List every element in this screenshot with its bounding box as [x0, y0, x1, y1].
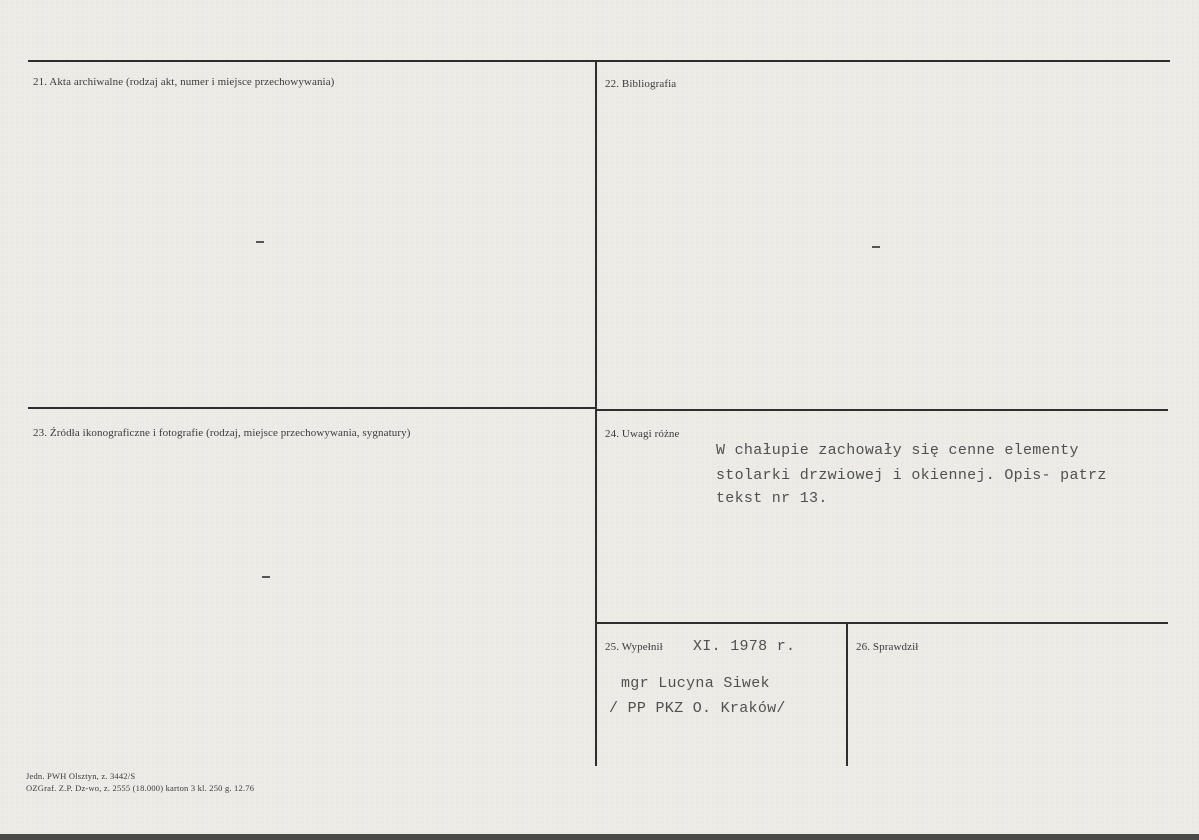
- signature-divider: [846, 623, 848, 766]
- filled-date: XI. 1978 r.: [693, 638, 796, 655]
- blank-dash: [262, 576, 270, 578]
- blank-dash: [872, 246, 880, 248]
- filled-by-institution: / PP PKZ O. Kraków/: [609, 700, 786, 717]
- top-rule: [28, 60, 1170, 62]
- section-26-label: 26. Sprawdził: [856, 641, 919, 653]
- filled-by-name: mgr Lucyna Siwek: [621, 675, 770, 692]
- center-divider: [595, 61, 597, 766]
- section-22-label: 22. Bibliografia: [605, 78, 677, 90]
- remarks-line: W chałupie zachowały się cenne elementy: [716, 442, 1079, 459]
- right-middle-rule: [596, 409, 1168, 411]
- section-21-label: 21. Akta archiwalne (rodzaj akt, numer i miejsce przechowywania): [33, 76, 335, 88]
- scan-edge: [0, 834, 1199, 840]
- print-info-line-1: Jedn. PWH Olsztyn, z. 3442/S: [26, 771, 136, 781]
- blank-dash: [256, 241, 264, 243]
- signature-rule: [596, 622, 1168, 624]
- section-23-label: 23. Źródła ikonograficzne i fotografie (rodzaj, miejsce przechowywania, sygnatury): [33, 427, 411, 439]
- remarks-line: stolarki drzwiowej i okiennej. Opis- patrz: [716, 467, 1107, 484]
- section-24-label: 24. Uwagi różne: [605, 428, 680, 440]
- left-middle-rule: [28, 407, 596, 409]
- print-info-line-2: OZGraf. Z.P. Dz-wo, z. 2555 (18.000) karton 3 kl. 250 g. 12.76: [26, 783, 255, 793]
- section-25-label: 25. Wypełnił: [605, 641, 663, 653]
- remarks-line: tekst nr 13.: [716, 490, 828, 507]
